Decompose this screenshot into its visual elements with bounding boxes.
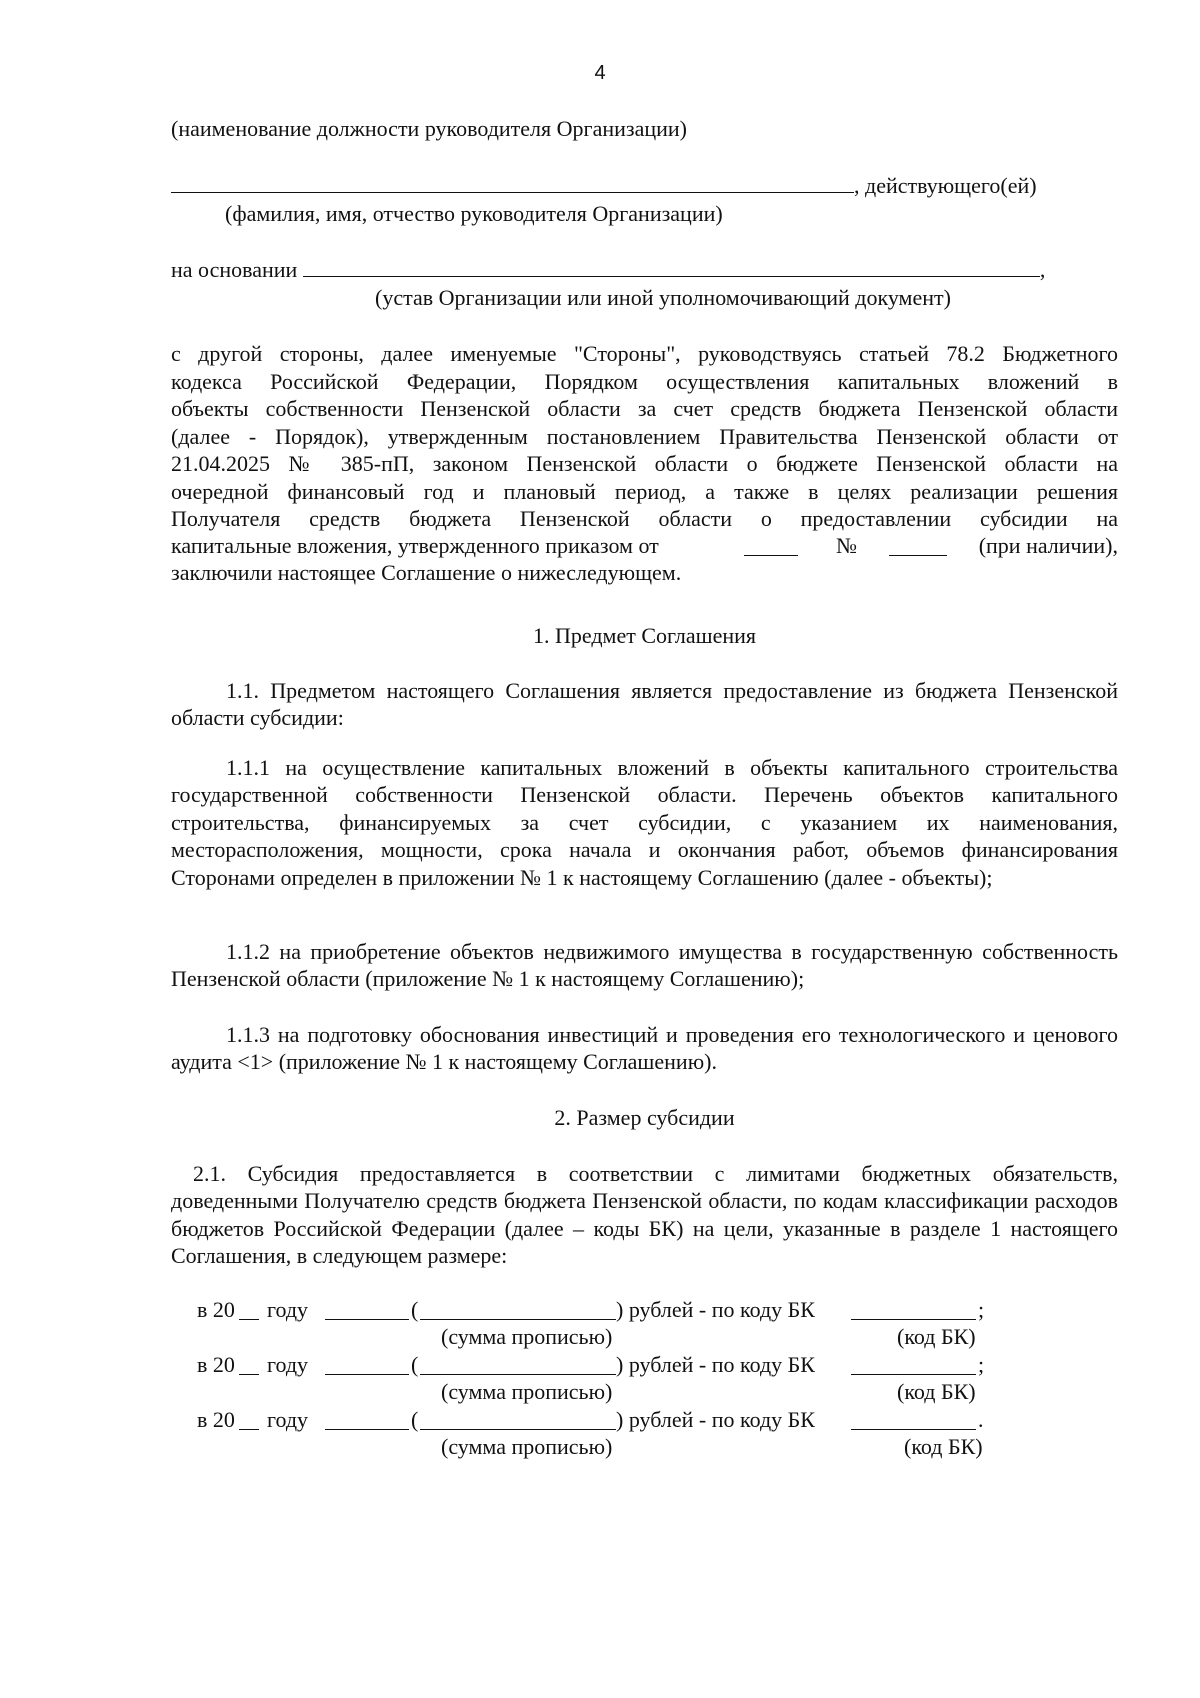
intro-line: с другой стороны, далее именуемые "Стороны", руководствуясь статьей 78.2 Бюджетного	[171, 341, 1118, 366]
clause-1-1-2: 1.1.2 на приобретение объектов недвижимого имущества в государственную собственность Пензенской области (приложение № 1 к настоящему Соглашению);	[171, 939, 1118, 992]
amount-blank[interactable]	[325, 1411, 409, 1430]
acting-text: , действующего(ей)	[854, 173, 1037, 198]
year-blank[interactable]	[239, 1356, 259, 1375]
amount-words-blank[interactable]	[420, 1301, 616, 1320]
row-end: .	[978, 1407, 984, 1432]
intro-line: кодекса Российской Федерации, Порядком осуществления капитальных вложений в	[171, 368, 1118, 394]
year-prefix: в 20	[197, 1407, 235, 1432]
bk-code-blank[interactable]	[851, 1301, 976, 1320]
open-paren: (	[411, 1352, 419, 1377]
rubles-text: ) рублей - по коду БК	[616, 1407, 815, 1432]
intro-line: Получателя средств бюджета Пензенской области о предоставлении субсидии на	[171, 506, 1118, 531]
row-end: ;	[978, 1352, 985, 1377]
sum-caption: (сумма прописью)	[441, 1324, 613, 1349]
intro-order-line	[171, 533, 1118, 559]
basis-line	[171, 257, 1091, 283]
year-prefix: в 20	[197, 1297, 235, 1322]
order-number-sign: №	[836, 532, 857, 558]
intro-last-line: заключили настоящее Соглашение о нижеследующем.	[171, 560, 682, 585]
order-date-blank[interactable]	[744, 537, 798, 556]
section-1-title: 1. Предмет Соглашения	[532, 623, 757, 648]
intro-line: (далее - Порядок), утвержденным постановлением Правительства Пензенской области от	[171, 423, 1118, 449]
basis-caption: (устав Организации или иной уполномочивающий документ)	[375, 285, 951, 310]
basis-label: на основании	[171, 257, 298, 282]
year-suffix: году	[267, 1407, 309, 1432]
sum-caption: (сумма прописью)	[441, 1379, 613, 1404]
amount-words-blank[interactable]	[420, 1411, 616, 1430]
director-name-blank[interactable]	[171, 174, 854, 193]
order-text: капитальные вложения, утвержденного приказом от	[171, 532, 659, 558]
rubles-text: ) рублей - по коду БК	[616, 1297, 815, 1322]
fio-caption: (фамилия, имя, отчество руководителя Организации)	[225, 201, 723, 226]
order-number-blank[interactable]	[889, 537, 947, 556]
open-paren: (	[411, 1297, 419, 1322]
code-caption: (код БК)	[897, 1324, 976, 1349]
bk-code-blank[interactable]	[851, 1356, 976, 1375]
code-caption: (код БК)	[897, 1379, 976, 1404]
year-suffix: году	[267, 1297, 309, 1322]
clause-1-1-3: 1.1.3 на подготовку обоснования инвестиций и проведения его технологического и ценового аудита <1> (приложение № 1 к настоящему Соглашению).	[171, 1022, 1118, 1075]
subsidy-row	[197, 1407, 1097, 1433]
intro-line: 21.04.2025 № 385-пП, законом Пензенской области о бюджете Пензенской области на	[171, 451, 1118, 476]
subsidy-row	[197, 1352, 1097, 1378]
amount-words-blank[interactable]	[420, 1356, 616, 1375]
year-suffix: году	[267, 1352, 309, 1377]
director-name-line	[171, 173, 1071, 199]
year-blank[interactable]	[239, 1301, 259, 1320]
year-blank[interactable]	[239, 1411, 259, 1430]
code-caption: (код БК)	[904, 1434, 983, 1459]
subsidy-row	[197, 1297, 1097, 1323]
basis-end: ,	[1039, 257, 1046, 282]
basis-blank[interactable]	[303, 258, 1040, 277]
clause-2-1: 2.1. Субсидия предоставляется в соответствии с лимитами бюджетных обязательств, доведенными Получателю средств бюджета Пензенской области, по кодам классификации расходов бюджетов Российской Федерации (далее – коды БК) на цели, указанные в разделе 1 настоящего Соглашения, в следующем размере:	[171, 1161, 1118, 1269]
row-end: ;	[978, 1297, 985, 1322]
page-number: 4	[594, 62, 606, 84]
section-2-title: 2. Размер субсидии	[554, 1105, 735, 1130]
clause-1-1-1: 1.1.1 на осуществление капитальных вложений в объекты капитального строительства государственной собственности Пензенской области. Перечень объектов капитального строительства, финансируемых за счет субсидии, с указанием их наименования, месторасположения, мощности, срока начала и окончания работ, объемов финансирования Сторонами определен в приложении № 1 к настоящему Соглашению (далее - объекты);	[171, 755, 1118, 890]
bk-code-blank[interactable]	[851, 1411, 976, 1430]
rubles-text: ) рублей - по коду БК	[616, 1352, 815, 1377]
position-caption: (наименование должности руководителя Организации)	[171, 116, 687, 141]
order-presence-text: (при наличии),	[978, 532, 1118, 558]
intro-line: очередной финансовый год и плановый период, а также в целях реализации решения	[171, 478, 1118, 504]
open-paren: (	[411, 1407, 419, 1432]
amount-blank[interactable]	[325, 1301, 409, 1320]
intro-line: объекты собственности Пензенской области за счет средств бюджета Пензенской области	[171, 396, 1118, 421]
clause-1-1: 1.1. Предметом настоящего Соглашения является предоставление из бюджета Пензенской области субсидии:	[171, 678, 1118, 731]
sum-caption: (сумма прописью)	[441, 1434, 613, 1459]
amount-blank[interactable]	[325, 1356, 409, 1375]
year-prefix: в 20	[197, 1352, 235, 1377]
